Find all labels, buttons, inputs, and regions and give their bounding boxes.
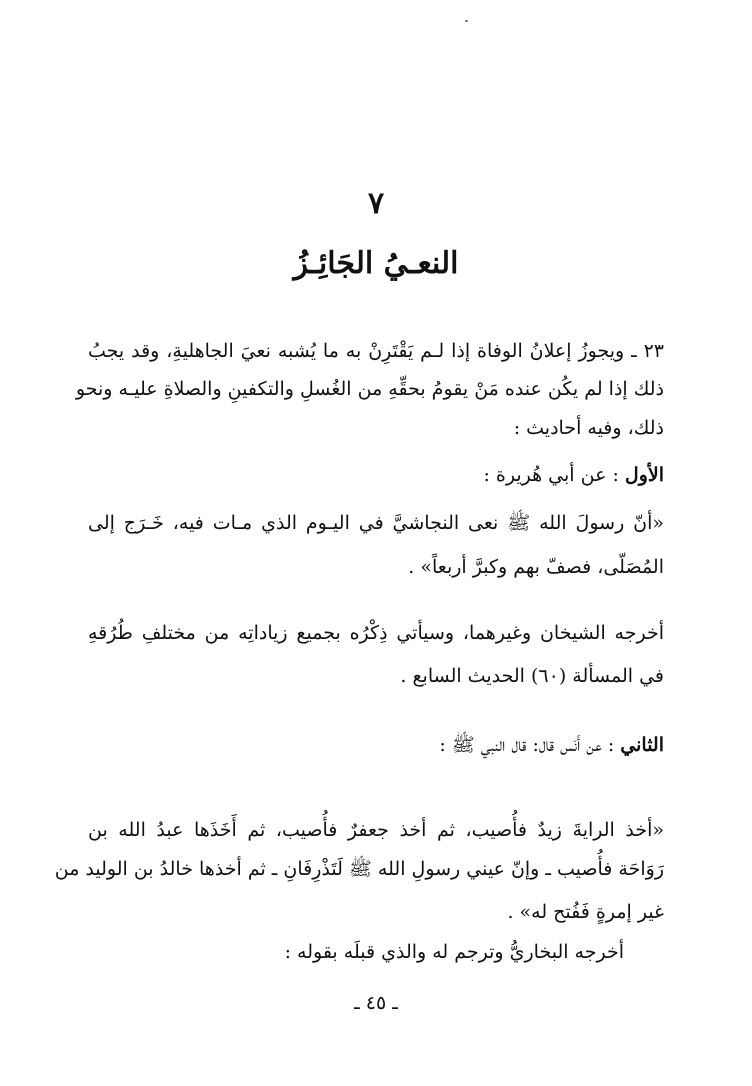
first-label: الأول	[624, 464, 664, 486]
hadith2-line-2: رَوَاحَة فأُصيب ـ وإنّ عيني رسولِ الله ﷺ لَتَذْرِفَانِ ـ ثم أخذها خالدُ بن الوليد من	[54, 858, 664, 880]
first-hadith-heading	[483, 466, 664, 485]
para1-line-3: ذلك، وفيه أحاديث :	[513, 417, 664, 439]
takhrij2-line: أخرجه البخاريُّ وترجم له والذي قبلَه بقوله :	[284, 941, 624, 963]
chapter-title: النعـيُ الجَائِـزُ	[293, 246, 459, 281]
page-number: ـ ٤٥ ـ	[354, 992, 398, 1014]
first-narrator: : عن أبي هُريرة :	[483, 464, 625, 486]
para1-line-1: ٢٣ ـ ويجوزُ إعلانُ الوفاة إذا لـم يَقْتَرِنْ به ما يُشبه نعيَ الجاهليةِ، وقد يجبُ	[88, 340, 664, 362]
second-narrator: : عن أَنَس قال: قال النبي ﷺ :	[439, 734, 621, 756]
takhrij1-line-2: في المسألة (٦٠) الحديث السابع .	[400, 665, 664, 687]
hadith1-line-1: «أنّ رسولَ الله ﷺ نعى النجاشيَّ في اليـوم الذي مـات فيه، خَـرَج إلى	[88, 512, 664, 534]
takhrij1-line-1: أخرجه الشيخان وغيرهما، وسيأتي ذِكْرُه بجميع زياداتِه من مختلفِ طُرُقهِ	[88, 622, 664, 644]
hadith1-line-2: المُصَلّى، فصفّ بهم وكبرَّ أربعاً» .	[408, 556, 664, 578]
hadith2-line-1: «أخذ الرايةَ زيدٌ فأُصيب، ثم أخذ جعفرٌ فأُصيب، ثم أَخَذَها عبدُ الله بن	[88, 819, 664, 841]
chapter-number: ٧	[367, 186, 385, 221]
hadith2-line-3: غير إمرةٍ فَفُتح له» .	[507, 901, 664, 923]
scan-mark	[465, 20, 468, 22]
second-hadith-heading	[439, 736, 664, 755]
para1-line-2: ذلك إذا لم يكُن عنده مَنْ يقومُ بحقِّهِ من الغُسلِ والتكفينِ والصلاةِ عليـه ونحو	[75, 378, 664, 400]
second-label: الثاني	[620, 734, 664, 756]
